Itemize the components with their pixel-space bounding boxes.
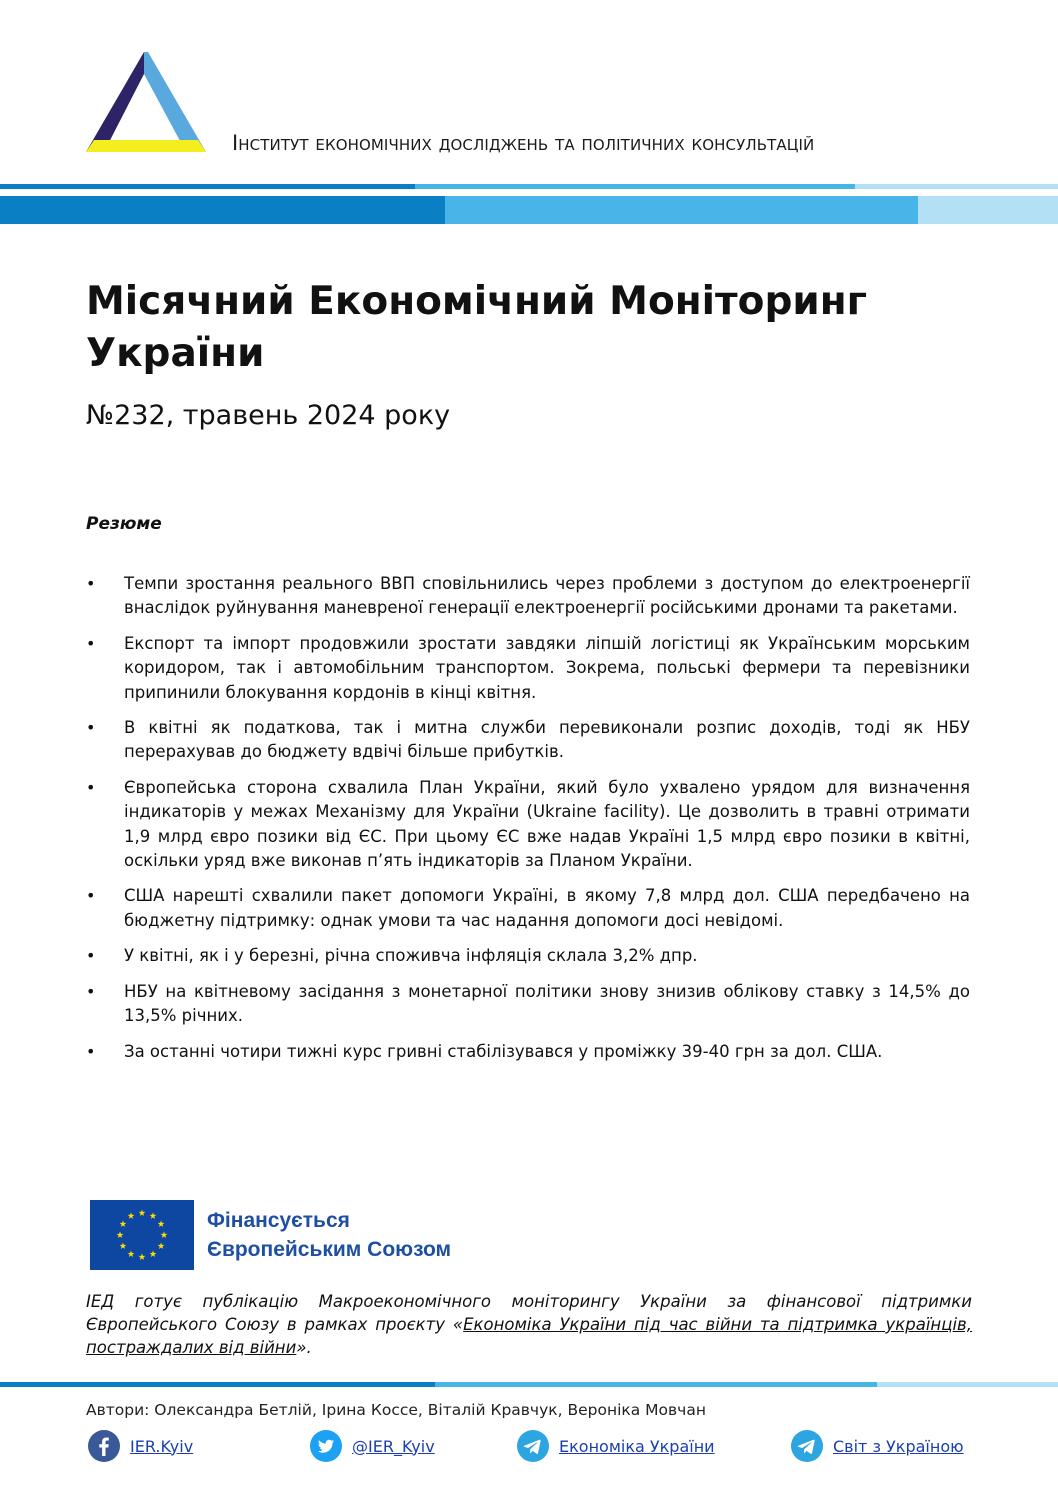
telegram-link-world[interactable] bbox=[791, 1430, 964, 1462]
eu-flag-icon bbox=[90, 1200, 194, 1270]
summary-item: • Експорт та імпорт продовжили зростати завдяки ліпшій логістиці як Українським морським коридором, так і автомобільним транспортом. Зокрема, польські фермери та перевізники припинили блокування кордонів в кінці квітня. bbox=[86, 633, 970, 702]
footer-stripe-dark bbox=[0, 1382, 435, 1387]
twitter-icon bbox=[310, 1430, 342, 1462]
document-title: Місячний Економічний Моніторинг України bbox=[86, 279, 868, 376]
facebook-link[interactable] bbox=[88, 1430, 193, 1462]
authors-line: Автори: Олександра Бетлій, Ірина Коссе, Віталій Кравчук, Вероніка Мовчан bbox=[86, 1401, 706, 1419]
telegram-icon bbox=[791, 1430, 823, 1462]
summary-item: • НБУ на квітневому засідання з монетарної політики знову знизив облікову ставку з 14,5% до 13,5% річних. bbox=[86, 981, 970, 1026]
issue-subtitle: №232, травень 2024 року bbox=[86, 400, 451, 431]
summary-item: • В квітні як податкова, так і митна служби перевиконали розпис доходів, тоді як НБУ перерахував до бюджету вдвічі більше прибутків. bbox=[86, 718, 970, 762]
resume-heading: Резюме bbox=[86, 514, 162, 534]
header-stripe-thick-light bbox=[918, 196, 1058, 224]
bullet-icon: • bbox=[86, 777, 96, 797]
eu-funding-label: Фінансується Європейським Союзом bbox=[207, 1209, 452, 1261]
twitter-link[interactable] bbox=[310, 1430, 435, 1462]
institute-name: Інститут економічних досліджень та політичних консультацій bbox=[232, 131, 815, 155]
footer-stripe-light bbox=[877, 1382, 1058, 1387]
footer-stripe-mid bbox=[435, 1382, 877, 1387]
telegram-link-economy[interactable] bbox=[517, 1430, 715, 1462]
summary-item: • За останні чотири тижні курс гривні стабілізувався у проміжку 39-40 грн за дол. США. bbox=[86, 1040, 970, 1064]
header-stripe-thin-light bbox=[855, 184, 1058, 189]
bullet-icon: • bbox=[86, 1041, 96, 1061]
facebook-label[interactable]: IER.Kyiv bbox=[130, 1436, 194, 1456]
bullet-icon: • bbox=[86, 981, 96, 1001]
telegram-economy-label[interactable]: Економіка України bbox=[559, 1436, 715, 1456]
funding-note: ІЕД готує публікацію Макроекономічного моніторингу України за фінансової підтримки Європейського Союзу в рамках проєкту «Економіка України під час війни та підтримка українців, постраждалих від війни». bbox=[86, 1292, 972, 1357]
bullet-icon: • bbox=[86, 574, 96, 593]
header-stripe-thin-mid bbox=[415, 184, 855, 189]
header-stripe-thick-dark bbox=[0, 196, 445, 224]
summary-list bbox=[86, 572, 970, 1075]
project-link[interactable]: Економіка України під час війни та підтримка українців, постраждалих від війни bbox=[86, 1315, 972, 1357]
bullet-icon: • bbox=[86, 946, 96, 966]
telegram-icon bbox=[517, 1430, 549, 1462]
summary-item: • США нарешті схвалили пакет допомоги Україні, в якому 7,8 млрд дол. США передбачено на бюджетну підтримку: однак умови та час надання допомоги досі невідомі. bbox=[86, 886, 970, 930]
telegram-world-label[interactable]: Світ з Україною bbox=[833, 1436, 964, 1456]
bullet-icon: • bbox=[86, 633, 96, 653]
bullet-icon: • bbox=[86, 718, 96, 738]
summary-item: • Темпи зростання реального ВВП сповільнились через проблеми з доступом до електроенергії внаслідок руйнування маневреної генерації електроенергії російськими дронами та ракетами. bbox=[86, 574, 970, 618]
summary-item: • Європейська сторона схвалила План України, який було ухвалено урядом для визначення індикаторів у межах Механізму для України (Ukraine facility). Це дозволить в травні отримати 1,9 млрд євро позики від ЄС. При цьому ЄС вже надав Україні 1,5 млрд євро позики в квітні, оскільки уряд вже виконав п’ять індикаторів за Планом України. bbox=[86, 777, 970, 871]
institute-logo bbox=[86, 52, 206, 156]
bullet-icon: • bbox=[86, 886, 96, 906]
header-stripe-thick-mid bbox=[445, 196, 918, 224]
facebook-icon bbox=[88, 1430, 120, 1462]
twitter-label[interactable]: @IER_Kyiv bbox=[352, 1436, 435, 1456]
summary-item: • У квітні, як і у березні, річна споживча інфляція склала 3,2% дпр. bbox=[86, 944, 970, 968]
header-stripe-thin-dark bbox=[0, 184, 415, 189]
